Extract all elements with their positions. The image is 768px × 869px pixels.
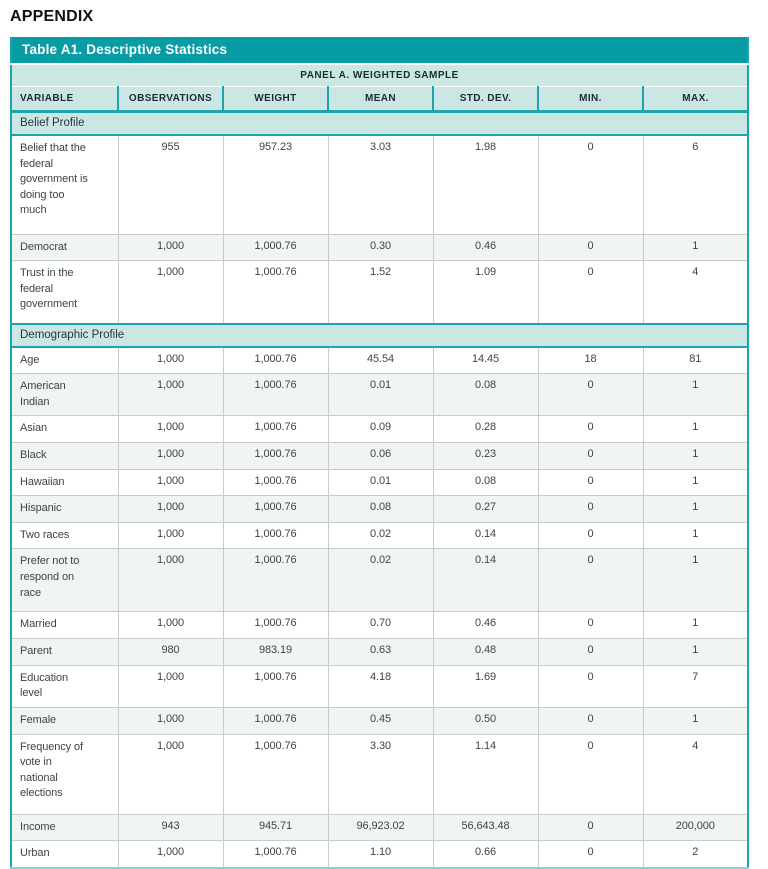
value-cell: 0.63 — [328, 639, 433, 666]
variable-cell — [11, 374, 118, 416]
value-cell: 0.01 — [328, 374, 433, 416]
value-cell: 0.08 — [433, 374, 538, 416]
variable-label: Female — [20, 713, 57, 726]
value-cell: 0.50 — [433, 707, 538, 734]
value-cell: 945.71 — [223, 814, 328, 841]
value-cell: 0.46 — [433, 612, 538, 639]
table-row — [11, 522, 748, 549]
variable-label: Trust in the federal government — [20, 267, 78, 311]
value-cell: 45.54 — [328, 347, 433, 374]
value-cell: 1,000 — [118, 549, 223, 612]
variable-label: Asian — [20, 422, 48, 435]
value-cell: 1 — [643, 374, 748, 416]
value-cell: 2 — [643, 841, 748, 868]
value-cell: 0 — [538, 416, 643, 443]
variable-cell — [11, 549, 118, 612]
value-cell: 0 — [538, 135, 643, 234]
value-cell: 0.48 — [433, 639, 538, 666]
value-cell: 96,923.02 — [328, 814, 433, 841]
variable-cell — [11, 469, 118, 496]
value-cell: 4.18 — [328, 665, 433, 707]
value-cell: 3.30 — [328, 734, 433, 814]
variable-cell — [11, 734, 118, 814]
table-title-bar — [11, 37, 748, 64]
value-cell: 0.23 — [433, 443, 538, 470]
value-cell: 1,000 — [118, 612, 223, 639]
appendix-heading: APPENDIX — [10, 8, 94, 25]
value-cell: 0 — [538, 814, 643, 841]
value-cell: 1.10 — [328, 841, 433, 868]
value-cell: 0.02 — [328, 549, 433, 612]
variable-label: Frequency of vote in national elections — [20, 740, 84, 800]
variable-label: Education level — [20, 671, 69, 700]
value-cell: 1,000.76 — [223, 416, 328, 443]
variable-cell — [11, 707, 118, 734]
variable-label: American Indian — [20, 380, 66, 408]
value-cell: 1,000 — [118, 522, 223, 549]
column-header-min: MIN. — [538, 87, 643, 112]
variable-cell — [11, 135, 118, 234]
value-cell: 1,000.76 — [223, 549, 328, 612]
variable-label: Hispanic — [20, 502, 62, 515]
table-row — [11, 469, 748, 496]
value-cell: 0.08 — [328, 496, 433, 523]
value-cell: 0 — [538, 549, 643, 612]
variable-cell — [11, 347, 118, 374]
table-body — [11, 112, 748, 868]
variable-cell — [11, 522, 118, 549]
value-cell: 1,000.76 — [223, 374, 328, 416]
variable-cell — [11, 416, 118, 443]
variable-cell — [11, 612, 118, 639]
table-row — [11, 374, 748, 416]
variable-label: Two races — [20, 528, 70, 541]
value-cell: 1,000 — [118, 665, 223, 707]
value-cell: 1 — [643, 234, 748, 261]
value-cell: 0.66 — [433, 841, 538, 868]
section-row — [11, 112, 748, 136]
value-cell: 0.28 — [433, 416, 538, 443]
value-cell: 1,000 — [118, 469, 223, 496]
value-cell: 1.09 — [433, 261, 538, 324]
value-cell: 0.45 — [328, 707, 433, 734]
panel-header: PANEL A. WEIGHTED SAMPLE — [11, 64, 748, 87]
variable-cell — [11, 639, 118, 666]
value-cell: 0 — [538, 639, 643, 666]
value-cell: 1.14 — [433, 734, 538, 814]
table-row — [11, 665, 748, 707]
value-cell: 1 — [643, 443, 748, 470]
value-cell: 1,000 — [118, 707, 223, 734]
table-row — [11, 347, 748, 374]
value-cell: 1,000 — [118, 841, 223, 868]
value-cell: 0 — [538, 469, 643, 496]
variable-label: Prefer not to respond on race — [20, 555, 80, 599]
value-cell: 0 — [538, 374, 643, 416]
variable-cell — [11, 841, 118, 868]
value-cell: 1,000 — [118, 234, 223, 261]
value-cell: 0 — [538, 707, 643, 734]
value-cell: 0.30 — [328, 234, 433, 261]
table-row — [11, 234, 748, 261]
variable-cell — [11, 443, 118, 470]
value-cell: 983.19 — [223, 639, 328, 666]
value-cell: 14.45 — [433, 347, 538, 374]
table-row — [11, 814, 748, 841]
value-cell: 943 — [118, 814, 223, 841]
value-cell: 1,000 — [118, 496, 223, 523]
variable-label: Belief that the federal government is doing too much — [20, 142, 88, 217]
value-cell: 0.14 — [433, 549, 538, 612]
value-cell: 1 — [643, 416, 748, 443]
value-cell: 0 — [538, 612, 643, 639]
variable-label: Income — [20, 820, 56, 833]
value-cell: 955 — [118, 135, 223, 234]
variable-label: Democrat — [20, 240, 67, 253]
value-cell: 4 — [643, 734, 748, 814]
table-row — [11, 612, 748, 639]
table-row — [11, 416, 748, 443]
value-cell: 1,000.76 — [223, 469, 328, 496]
column-header-observations: OBSERVATIONS — [118, 87, 223, 112]
value-cell: 0.01 — [328, 469, 433, 496]
value-cell: 1,000.76 — [223, 234, 328, 261]
section-label: Demographic Profile — [11, 324, 748, 347]
value-cell: 0.08 — [433, 469, 538, 496]
column-header-max: MAX. — [643, 87, 748, 112]
value-cell: 0 — [538, 522, 643, 549]
value-cell: 1 — [643, 549, 748, 612]
table-title: Table A1. Descriptive Statistics — [11, 37, 748, 64]
value-cell: 1,000 — [118, 374, 223, 416]
panel-header-row — [11, 64, 748, 87]
column-header-std-dev: STD. DEV. — [433, 87, 538, 112]
value-cell: 1,000 — [118, 443, 223, 470]
variable-cell — [11, 814, 118, 841]
value-cell: 1.52 — [328, 261, 433, 324]
value-cell: 0.27 — [433, 496, 538, 523]
table-row — [11, 734, 748, 814]
variable-label: Age — [20, 353, 40, 366]
value-cell: 1 — [643, 639, 748, 666]
value-cell: 980 — [118, 639, 223, 666]
table-row — [11, 496, 748, 523]
value-cell: 1,000 — [118, 261, 223, 324]
variable-label: Black — [20, 449, 47, 462]
column-header-mean: MEAN — [328, 87, 433, 112]
value-cell: 0 — [538, 443, 643, 470]
value-cell: 1,000.76 — [223, 347, 328, 374]
table-row — [11, 549, 748, 612]
value-cell: 0 — [538, 261, 643, 324]
value-cell: 1,000.76 — [223, 734, 328, 814]
column-header-variable: VARIABLE — [11, 87, 118, 112]
value-cell: 200,000 — [643, 814, 748, 841]
value-cell: 81 — [643, 347, 748, 374]
value-cell: 56,643.48 — [433, 814, 538, 841]
value-cell: 1.69 — [433, 665, 538, 707]
value-cell: 1 — [643, 522, 748, 549]
value-cell: 1,000.76 — [223, 707, 328, 734]
value-cell: 1 — [643, 612, 748, 639]
value-cell: 1 — [643, 496, 748, 523]
value-cell: 1,000 — [118, 347, 223, 374]
variable-label: Parent — [20, 645, 52, 658]
column-header-weight: WEIGHT — [223, 87, 328, 112]
value-cell: 957.23 — [223, 135, 328, 234]
table-row — [11, 261, 748, 324]
value-cell: 0 — [538, 734, 643, 814]
table-row — [11, 135, 748, 234]
value-cell: 1 — [643, 469, 748, 496]
section-row — [11, 324, 748, 347]
descriptive-statistics-table — [10, 37, 749, 869]
value-cell: 0 — [538, 665, 643, 707]
value-cell: 1,000.76 — [223, 496, 328, 523]
variable-cell — [11, 496, 118, 523]
variable-label: Hawaiian — [20, 475, 65, 488]
value-cell: 0.02 — [328, 522, 433, 549]
value-cell: 1.98 — [433, 135, 538, 234]
value-cell: 4 — [643, 261, 748, 324]
value-cell: 0.09 — [328, 416, 433, 443]
value-cell: 0.70 — [328, 612, 433, 639]
variable-label: Urban — [20, 847, 50, 860]
value-cell: 18 — [538, 347, 643, 374]
section-label: Belief Profile — [11, 112, 748, 136]
value-cell: 7 — [643, 665, 748, 707]
value-cell: 1,000.76 — [223, 443, 328, 470]
value-cell: 1,000.76 — [223, 841, 328, 868]
value-cell: 3.03 — [328, 135, 433, 234]
value-cell: 0 — [538, 496, 643, 523]
table-row — [11, 841, 748, 868]
value-cell: 1,000 — [118, 734, 223, 814]
column-header-row — [11, 87, 748, 112]
variable-label: Married — [20, 618, 57, 631]
value-cell: 1 — [643, 707, 748, 734]
value-cell: 0.06 — [328, 443, 433, 470]
value-cell: 1,000 — [118, 416, 223, 443]
variable-cell — [11, 261, 118, 324]
value-cell: 0 — [538, 234, 643, 261]
table-row — [11, 639, 748, 666]
value-cell: 0.14 — [433, 522, 538, 549]
table-row — [11, 707, 748, 734]
variable-cell — [11, 234, 118, 261]
value-cell: 0.46 — [433, 234, 538, 261]
table-row — [11, 443, 748, 470]
value-cell: 1,000.76 — [223, 665, 328, 707]
value-cell: 1,000.76 — [223, 522, 328, 549]
value-cell: 6 — [643, 135, 748, 234]
variable-cell — [11, 665, 118, 707]
value-cell: 1,000.76 — [223, 261, 328, 324]
value-cell: 1,000.76 — [223, 612, 328, 639]
value-cell: 0 — [538, 841, 643, 868]
